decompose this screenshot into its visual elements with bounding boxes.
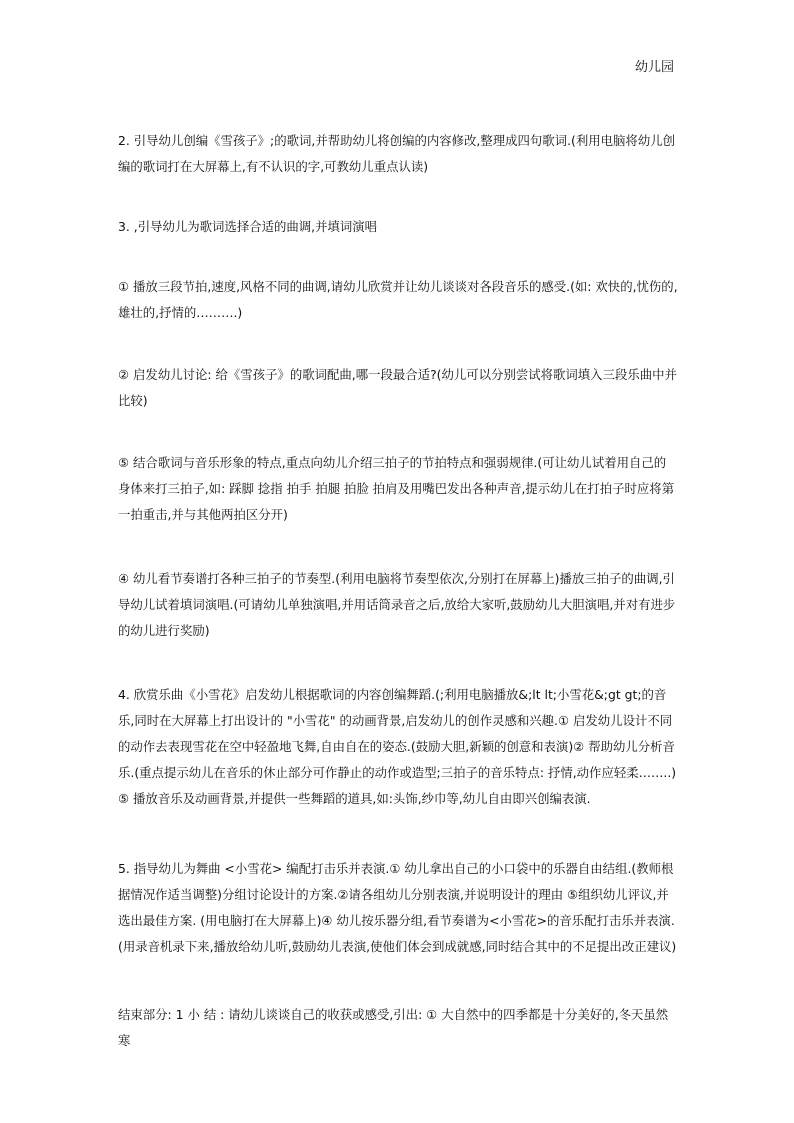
paragraph-step-2: 2. 引导幼儿创编《雪孩子》;的歌词,并帮助幼儿将创编的内容修改,整理成四句歌词.(利用电脑将幼儿创编的歌词打在大屏幕上,有不认识的字,可教幼儿重点认读) [118, 133, 675, 174]
paragraph-item-4: ④ 幼儿看节奏谱打各种三拍子的节奏型.(利用电脑将节奏型依次,分别打在屏幕上)播放三拍子的曲调,引导幼儿试着填词演唱.(可请幼儿单独演唱,并用话筒录音之后,放给大家听,鼓励幼儿大胆演唱,并对有进步的幼儿进行奖励) [118, 571, 676, 638]
paragraph-step-5: 5. 指导幼儿为舞曲 <小雪花> 编配打击乐并表演.① 幼儿拿出自己的小口袋中的乐器自由结组.(教师根据情况作适当调整)分组讨论设计的方案.②请各组幼儿分别表演,并说明设计的理由 ⑤组织幼儿评议,并选出最佳方案. (用电脑打在大屏幕上)④ 幼儿按乐器分组,看节奏谱为<小雪花>的音乐配打击乐并表演. (用录音机录下来,播放给幼儿听,鼓励幼儿表演,使他们体会到成就感,同时结合其中的不足提出改正建议) [118, 861, 677, 954]
paragraph-conclusion: 结束部分: 1 小 结 : 请幼儿谈谈自己的收获或感受,引出: ① 大自然中的四季都是十分美好的,冬天虽然寒 [118, 1007, 669, 1048]
paragraph-step-3: 3. ,引导幼儿为歌词选择合适的曲调,并填词演唱 [118, 219, 378, 234]
page-header: 幼儿园 [634, 60, 674, 75]
paragraph-item-3: ⑤ 结合歌词与音乐形象的特点,重点向幼儿介绍三拍子的节拍特点和强弱规律.(可让幼儿试着用自己的身体来打三拍子,如: 踩脚 捻指 拍手 拍腿 拍脸 拍肩及用嘴巴发出各种声音,提示幼儿在打拍子时应将第一拍重击,并与其他两拍区分开) [118, 455, 675, 522]
paragraph-step-4: 4. 欣赏乐曲《小雪花》启发幼儿根据歌词的内容创编舞蹈.(;利用电脑播放&;lt lt;小雪花&;gt gt;的音乐,同时在大屏幕上打出设计的 "小雪花" 的动画背景,启发幼儿的创作灵感和兴趣.① 启发幼儿设计不同的动作去表现雪花在空中轻盈地飞舞,自由自在的姿态.(鼓励大胆,新颖的创意和表演)② 帮助幼儿分析音乐.(重点提示幼儿在音乐的休止部分可作静止的动作或造型;三拍子的音乐特点: 抒情,动作应轻柔……..)⑤ 播放音乐及动画背景,并提供一些舞蹈的道具,如:头饰,纱巾等,幼儿自由即兴创编表演. [118, 687, 677, 806]
paragraph-item-2: ② 启发幼儿讨论: 给《雪孩子》的歌词配曲,哪一段最合适?(幼儿可以分别尝试将歌词填入三段乐曲中并比较) [118, 367, 677, 408]
paragraph-item-1: ① 播放三段节拍,速度,风格不同的曲调,请幼儿欣赏并让幼儿谈谈对各段音乐的感受.(如: 欢快的,忧伤的,雄壮的,抒情的……….) [118, 279, 678, 320]
